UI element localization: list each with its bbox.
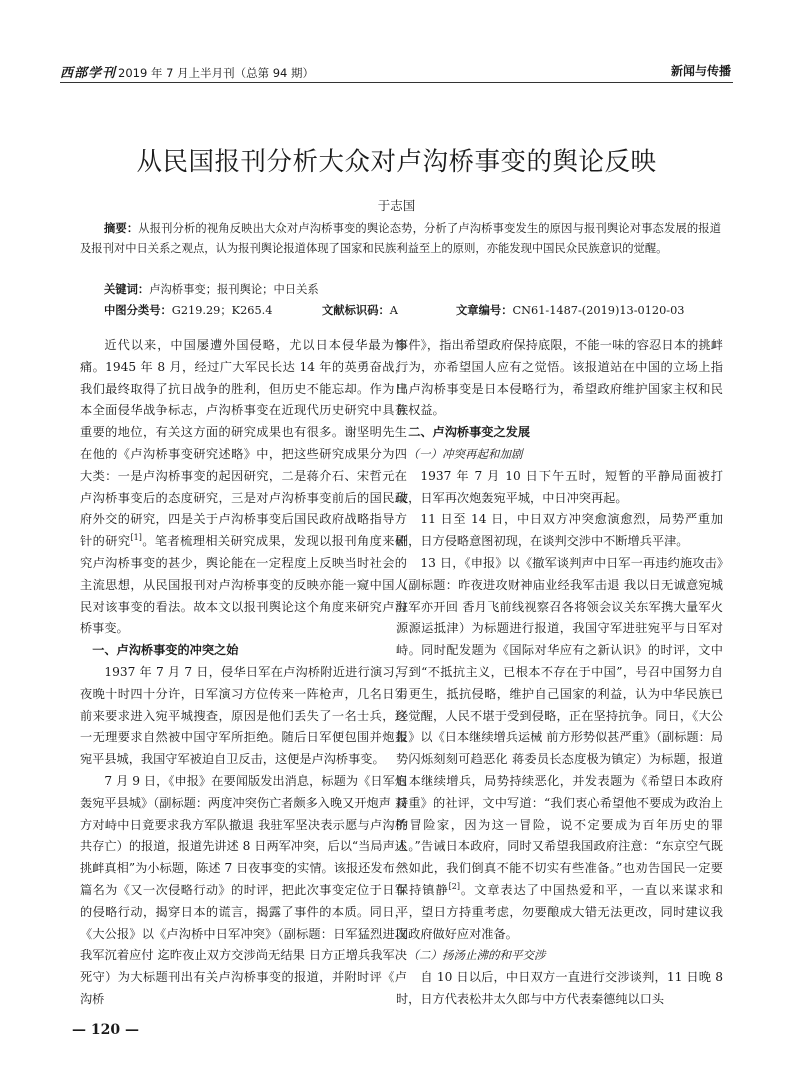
paragraph-text: 。文章表达了中国热爱和平，一直以来谋求和平，望日方持重考虑，勿要酿成大错无法更改，同时建议我国政府做好应对准备。 <box>396 882 723 941</box>
paragraph: 1937 年 7 月 7 日，侵华日军在卢沟桥附近进行演习，夜晚十时四十分许，日军演习方位传来一阵枪声，几名日军前来要求进入宛平城搜查，原因是他们丢失了一名士兵，这一无理要求自然被中国守军所拒绝。随后日军便包围并炮轰宛平县城，我国守军被迫自卫反击，这便是卢沟桥事变。 <box>80 664 407 767</box>
article-title: 从民国报刊分析大众对卢沟桥事变的舆论反映 <box>136 147 657 177</box>
doc-label: 文献标识码： <box>322 304 390 317</box>
subsection-heading: （一）冲突再起和加剧 <box>407 446 523 461</box>
keywords-text: 卢沟桥事变；报刊舆论；中日关系 <box>149 283 319 296</box>
citation: [1] <box>130 533 142 543</box>
article-number <box>456 302 685 318</box>
class-label: 中图分类号： <box>104 304 172 317</box>
running-header <box>60 62 314 81</box>
left-column <box>80 335 407 1011</box>
keywords-label: 关键词： <box>104 283 150 296</box>
paragraph <box>80 335 407 640</box>
doc-value: A <box>389 304 398 317</box>
abstract-label: 摘要： <box>104 222 139 235</box>
journal-logo: 西部学刊 <box>60 66 117 81</box>
issue-info: 2019 年 7 月上半月刊（总第 94 期） <box>118 66 315 80</box>
class-number <box>104 304 272 317</box>
paragraph-text: 13 日，《申报》以《撤军谈判声中日军一再违约施攻击》（副标题：昨夜进攻财神庙业经我军击退 我以日无诚意宛城驻军亦开回 香月飞前线视察召各将领会议关东军携大量军火源源运抵津）为标题进行报道，我国守军进驻宛平与日军对峙。同时配发题为《国际对华应有之新认识》的时评，文中写到“不抵抗主义，已根本不存在于中国”，号召中国努力自力更生，抵抗侵略，维护自己国家的利益，认为中华民族已经觉醒，人民不堪于受到侵略，正在坚持抗争。同日，《大公报》以《日本继续增兵运械 前方形势似甚严重》（副标题：局势闪烁刻刻可趋恶化 蒋委员长态度极为镇定）为标题，报道日本继续增兵，局势持续恶化，并发表题为《希望日本政府持重》的社评，文中写道：“我们衷心希望他不要成为政治上的冒险家，因为这一冒险，说不定要成为百年历史的罪人。”告诫日本政府，同时又希望我国政府注意：“东京空气既然如此，我们倒真不能不切实有些准备。”也劝告国民一定要保持镇静 <box>396 555 723 897</box>
paragraph: 11 日至 14 日，中日双方冲突愈演愈烈，局势严重加剧，日方侵略意图初现，在谈判交涉中不断增兵平津。 <box>396 512 723 549</box>
author: 于志国 <box>377 198 416 213</box>
doc-code <box>322 302 398 318</box>
paragraph <box>396 553 723 945</box>
paragraph-text: 近代以来，中国屡遭外国侵略，尤以日本侵华最为惨痛。1945 年 8 月，经过广大军民长达 14 年的英勇奋战，我们最终取得了抗日战争的胜利，但历史不能忘却。作为日本全面侵华战争标志，卢沟桥事变在近现代历史研究中具有重要的地位，有关这方面的研究成果也有很多。谢坚明先生在他的《卢沟桥事变研究述略》中，把这些研究成果分为四大类：一是卢沟桥事变的起因研究，二是蒋介石、宋哲元在卢沟桥事变后的态度研究，三是对卢沟桥事变前后的国民政府外交的研究，四是关于卢沟桥事变后国民政府战略指导方针的研究 <box>80 338 407 549</box>
article-no-value: CN61-1487-(2019)13-0120-03 <box>512 304 685 317</box>
section-heading: 一、卢沟桥事变的冲突之始 <box>92 643 239 658</box>
class-value: G219.29；K265.4 <box>171 304 273 317</box>
paragraph: 自 10 日以后，中日双方一直进行交涉谈判，11 日晚 8 时，日方代表松井太久郎与中方代表秦德纯以口头 <box>396 970 723 1006</box>
section-heading: 二、卢沟桥事变之发展 <box>408 425 531 440</box>
classification-row <box>104 302 685 318</box>
right-column <box>396 335 723 1011</box>
paragraph: 事件》，指出希望政府保持底限，不能一味的容忍日本的挑衅行为，亦希望国人应有之觉悟。该报道站在中国的立场上指出卢沟桥事变是日本侵略行为，希望政府维护国家主权和民族权益。 <box>396 338 723 418</box>
header-divider <box>60 82 733 83</box>
page-number: — 120 — <box>72 1022 139 1038</box>
paragraph: 7 月 9 日，《申报》在要闻版发出消息，标题为《日军炮轰宛平县城》（副标题：两度冲突伤亡者颇多入晚又开炮声 双方对峙中日竟要求我方军队撤退 我驻军坚决表示愿与卢沟桥共存亡）的报道，报道先讲述 8 日两军冲突，后以“当局声述挑衅真相”为小标题，陈述 7 日夜事变的实情。该报还发布一篇名为《又一次侵略行动》的时评，把此次事变定位于日军的侵略行动，揭穿日本的谎言，揭露了事件的本质。同日，《大公报》以《卢沟桥中日军冲突》（副标题：日军猛烈进攻我军沉着应付 迄昨夜止双方交涉尚无结果 日方正增兵我军决死守）为大标题刊出有关卢沟桥事变的报道，并附时评《卢沟桥 <box>80 773 407 1006</box>
abstract <box>80 219 721 259</box>
section-name: 新闻与传播 <box>670 64 731 78</box>
subsection-heading: （二）扬汤止沸的和平交涉 <box>407 948 546 963</box>
paragraph-text: 。笔者梳理相关研究成果，发现以报刊角度来研究卢沟桥事变的甚少，舆论能在一定程度上反映当时社会的主流思想，从民国报刊对卢沟桥事变的反映亦能一窥中国人民对该事变的看法。故本文以报刊舆论这个角度来研究卢沟桥事变。 <box>80 534 408 636</box>
paragraph: 1937 年 7 月 10 日下午五时，短暂的平静局面被打破，日军再次炮轰宛平城，中日冲突再起。 <box>396 468 723 505</box>
keywords <box>104 281 319 297</box>
citation: [2] <box>448 881 460 891</box>
abstract-text: 从报刊分析的视角反映出大众对卢沟桥事变的舆论态势，分析了卢沟桥事变发生的原因与报刊舆论对事态发展的报道及报刊对中日关系之观点，认为报刊舆论报道体现了国家和民族利益至上的原则，亦能发现中国民众民族意识的觉醒。 <box>80 222 721 255</box>
article-no-label: 文章编号： <box>456 304 513 317</box>
